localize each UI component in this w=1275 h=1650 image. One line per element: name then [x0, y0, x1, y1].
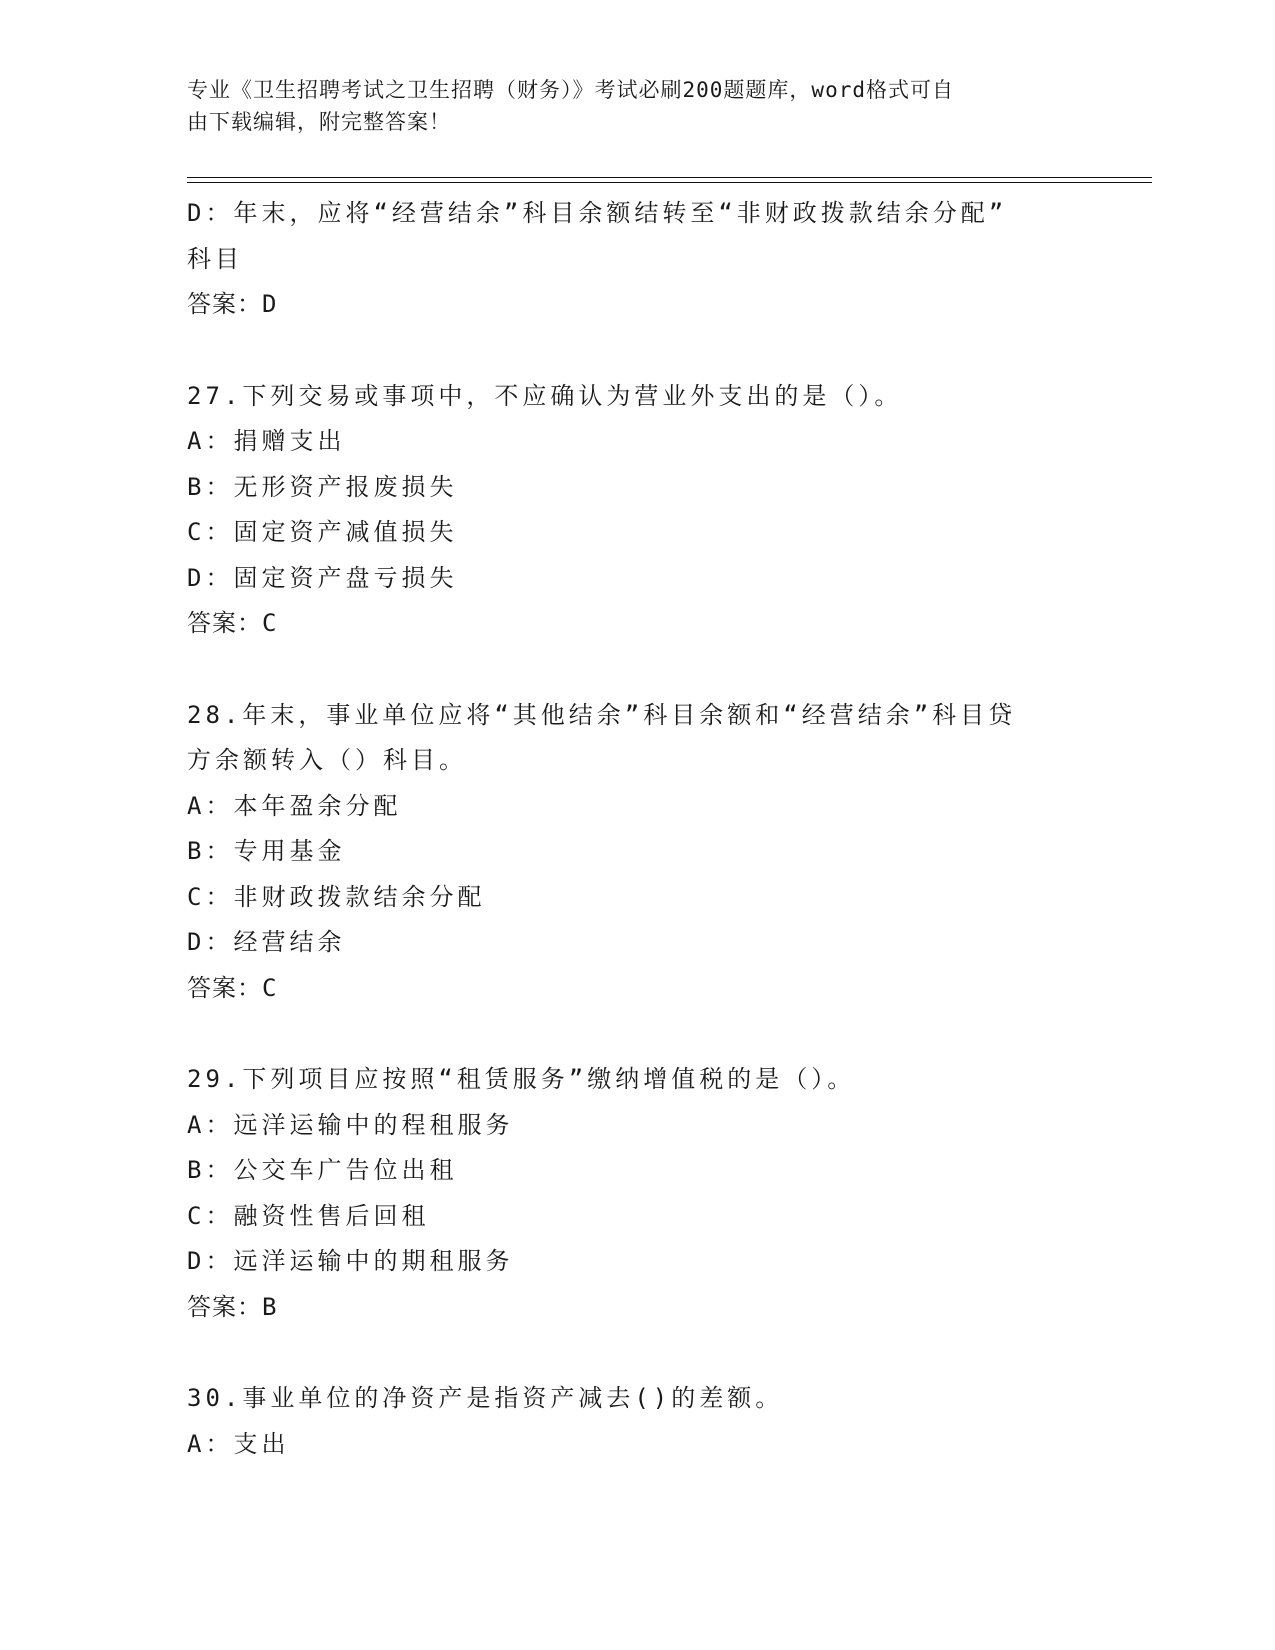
answer: 答案：B [187, 1292, 278, 1321]
option-a: A：捐赠支出 [187, 427, 346, 455]
option-a: A：本年盈余分配 [187, 791, 402, 820]
option-d: D：固定资产盘亏损失 [187, 563, 458, 592]
option-a: A：远洋运输中的程租服务 [187, 1110, 514, 1139]
question-28 [187, 693, 1087, 1012]
question-stem: 29.下列项目应按照“租赁服务”缴纳增值税的是（）。 [187, 1065, 856, 1093]
previous-question-tail [187, 191, 1087, 328]
question-stem: 27.下列交易或事项中，不应确认为营业外支出的是（）。 [187, 381, 903, 410]
option-c: C：非财政拨款结余分配 [187, 882, 486, 911]
question-27 [187, 374, 1087, 647]
option-d: D：远洋运输中的期租服务 [187, 1247, 514, 1275]
option-b: B：公交车广告位出租 [187, 1156, 458, 1184]
question-stem: 28.年末，事业单位应将“其他结余”科目余额和“经营结余”科目贷 [187, 700, 1017, 729]
question-content [187, 191, 1087, 1467]
question-stem-continued: 方余额转入（）科目。 [187, 746, 467, 774]
option-b: B：专用基金 [187, 837, 346, 865]
header-line-1: 专业《卫生招聘考试之卫生招聘（财务）》考试必刷200题题库，word格式可自 [187, 78, 954, 102]
question-stem: 30.事业单位的净资产是指资产减去()的差额。 [187, 1384, 784, 1412]
document-header [187, 74, 1067, 138]
option-a: A：支出 [187, 1429, 290, 1458]
answer: 答案：C [187, 609, 278, 637]
option-c: C：融资性售后回租 [187, 1201, 430, 1230]
answer: 答案：C [187, 973, 278, 1002]
answer: 答案：D [187, 290, 278, 318]
question-29 [187, 1057, 1087, 1330]
option-b: B：无形资产报废损失 [187, 472, 458, 501]
option-d-continued: 科目 [187, 244, 243, 273]
option-c: C：固定资产减值损失 [187, 518, 458, 546]
header-line-2: 由下载编辑，附完整答案！ [187, 110, 451, 134]
question-30 [187, 1376, 1087, 1467]
option-d: D：经营结余 [187, 928, 346, 956]
option-d: D：年末，应将“经营结余”科目余额结转至“非财政拨款结余分配” [187, 199, 1008, 227]
header-divider-bottom [187, 182, 1152, 183]
header-divider-top [187, 177, 1152, 178]
